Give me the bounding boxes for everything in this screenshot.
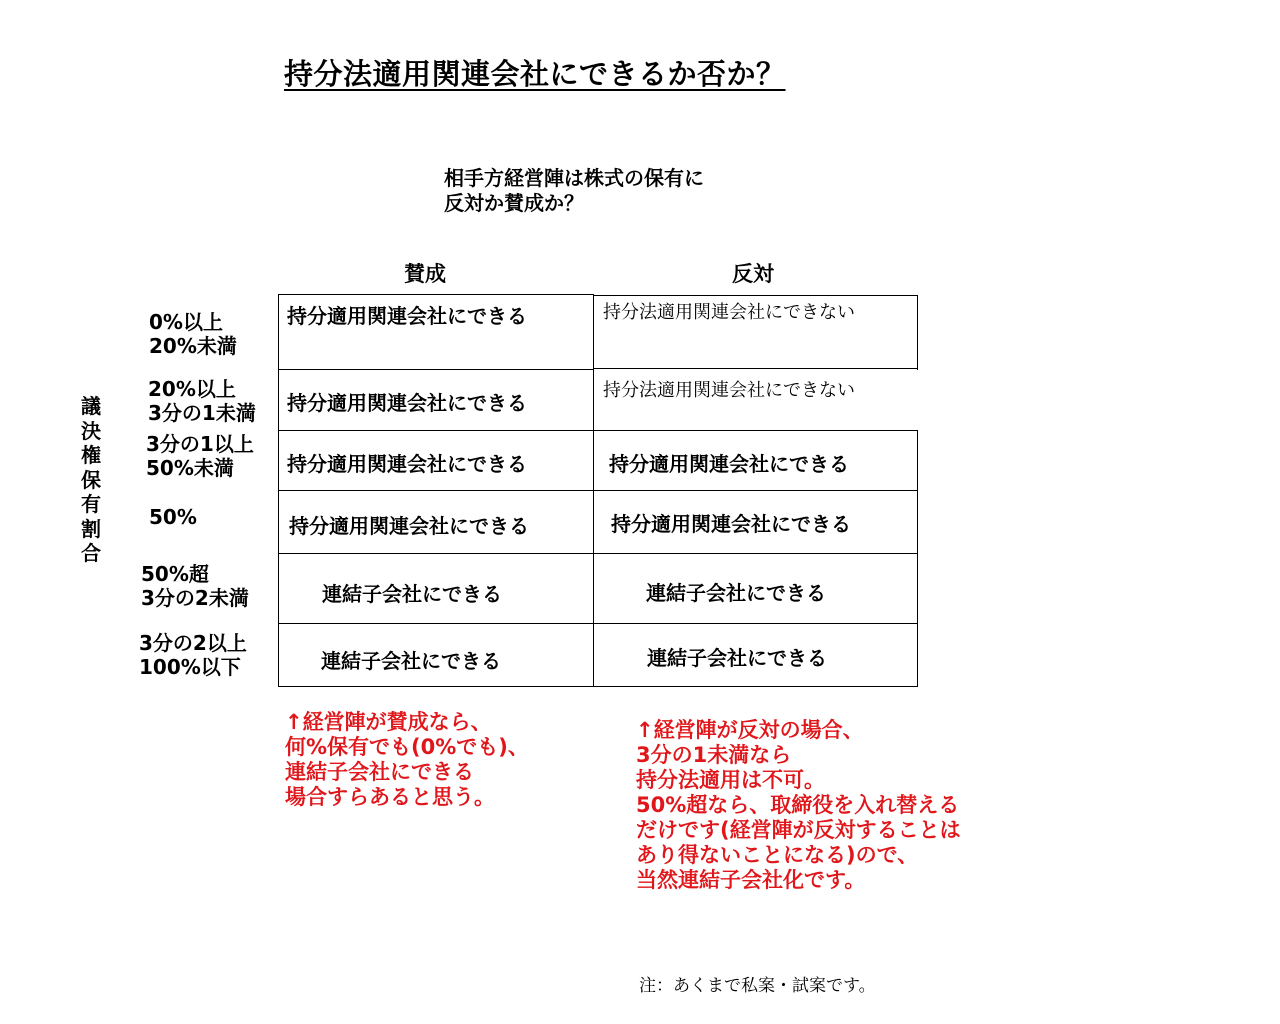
cell-approve: 持分適用関連会社にできる bbox=[287, 452, 527, 476]
column-axis-question-line1: 相手方経営陣は株式の保有に bbox=[444, 166, 704, 190]
note-approve bbox=[285, 710, 529, 810]
grid-hline-left bbox=[278, 553, 593, 554]
row-label-line1: 20%以上 bbox=[148, 377, 236, 401]
note-line: 連結子会社にできる bbox=[285, 760, 474, 784]
note-line: だけです(経営陣が反対することは bbox=[636, 818, 961, 842]
row-label-line2: 50%未満 bbox=[146, 456, 234, 480]
row-label-0-20 bbox=[149, 310, 237, 358]
note-line: 何%保有でも(0%でも)、 bbox=[285, 735, 529, 759]
grid-hline-left bbox=[278, 623, 593, 624]
column-header-oppose: 反対 bbox=[732, 262, 774, 286]
note-line: 3分の1未満なら bbox=[636, 743, 792, 767]
row-label-line2: 20%未満 bbox=[149, 334, 237, 358]
column-header-approve: 賛成 bbox=[404, 262, 446, 286]
grid-bottom-border-right bbox=[593, 686, 918, 687]
cell-approve: 連結子会社にできる bbox=[322, 582, 502, 606]
note-oppose bbox=[636, 718, 961, 893]
grid-hline-right bbox=[593, 430, 918, 431]
row-label-line1: 50% bbox=[149, 505, 197, 529]
grid-hline-left bbox=[278, 430, 593, 431]
cell-oppose: 連結子会社にできる bbox=[646, 581, 826, 605]
row-axis-label-char: 議 bbox=[81, 394, 101, 418]
row-label-20-third bbox=[148, 377, 256, 425]
grid-hline-right bbox=[593, 553, 918, 554]
row-label-50 bbox=[149, 505, 197, 529]
note-line: ↑経営陣が賛成なら、 bbox=[285, 710, 492, 734]
cell-oppose: 連結子会社にできる bbox=[647, 646, 827, 670]
grid-hline-left bbox=[278, 369, 593, 370]
row-label-line2: 3分の2未満 bbox=[141, 586, 249, 610]
cell-oppose: 持分法適用関連会社にできない bbox=[603, 380, 855, 401]
note-line: 場合すらあると思う。 bbox=[285, 785, 495, 809]
note-line: 持分法適用は不可。 bbox=[636, 768, 825, 792]
row-label-twothirds-100 bbox=[139, 631, 247, 679]
grid-hline-right bbox=[593, 368, 918, 369]
note-line: 50%超なら、取締役を入れ替える bbox=[636, 793, 960, 817]
grid-hline-right bbox=[593, 623, 918, 624]
row-axis-label-char: 有 bbox=[81, 492, 101, 516]
row-axis-label bbox=[78, 394, 104, 566]
cell-oppose: 持分法適用関連会社にできない bbox=[603, 302, 855, 323]
row-label-line2: 100%以下 bbox=[139, 655, 241, 679]
note-line: あり得ないことになる)ので、 bbox=[636, 843, 919, 867]
row-axis-label-char: 合 bbox=[81, 541, 101, 565]
cell-approve: 連結子会社にできる bbox=[321, 649, 501, 673]
grid-right-border bbox=[917, 430, 918, 687]
row-axis-label-char: 割 bbox=[81, 516, 101, 541]
grid-top-border-left bbox=[278, 294, 593, 295]
note-line: ↑経営陣が反対の場合、 bbox=[636, 718, 864, 742]
grid-top-border-right bbox=[593, 295, 918, 296]
row-label-line1: 3分の2以上 bbox=[139, 631, 247, 655]
cell-oppose: 持分適用関連会社にできる bbox=[611, 512, 851, 536]
row-label-line1: 50%超 bbox=[141, 562, 209, 586]
grid-bottom-border-left bbox=[278, 686, 593, 687]
note-line: 当然連結子会社化です。 bbox=[636, 868, 866, 892]
column-axis-question bbox=[444, 166, 704, 216]
cell-oppose: 持分適用関連会社にできる bbox=[609, 452, 849, 476]
row-axis-label-char: 決 bbox=[81, 418, 101, 443]
row-axis-label-char: 保 bbox=[81, 467, 101, 492]
grid-hline-right bbox=[593, 490, 918, 491]
cell-approve: 持分適用関連会社にできる bbox=[289, 514, 529, 538]
cell-approve: 持分適用関連会社にできる bbox=[287, 391, 527, 415]
footnote: 注：あくまで私案・試案です。 bbox=[639, 976, 876, 996]
row-label-line1: 3分の1以上 bbox=[146, 432, 254, 456]
page-title: 持分法適用関連会社にできるか否か？ bbox=[284, 57, 786, 91]
grid-hline-left bbox=[278, 490, 593, 491]
grid-right-border-top bbox=[917, 295, 918, 370]
column-axis-question-line2: 反対か賛成か？ bbox=[444, 191, 584, 215]
row-axis-label-char: 権 bbox=[81, 443, 101, 467]
row-label-line1: 0%以上 bbox=[149, 310, 223, 334]
row-label-third-50 bbox=[146, 432, 254, 480]
cell-approve: 持分適用関連会社にできる bbox=[287, 304, 527, 328]
row-label-50-twothirds bbox=[141, 562, 249, 610]
row-label-line2: 3分の1未満 bbox=[148, 401, 256, 425]
